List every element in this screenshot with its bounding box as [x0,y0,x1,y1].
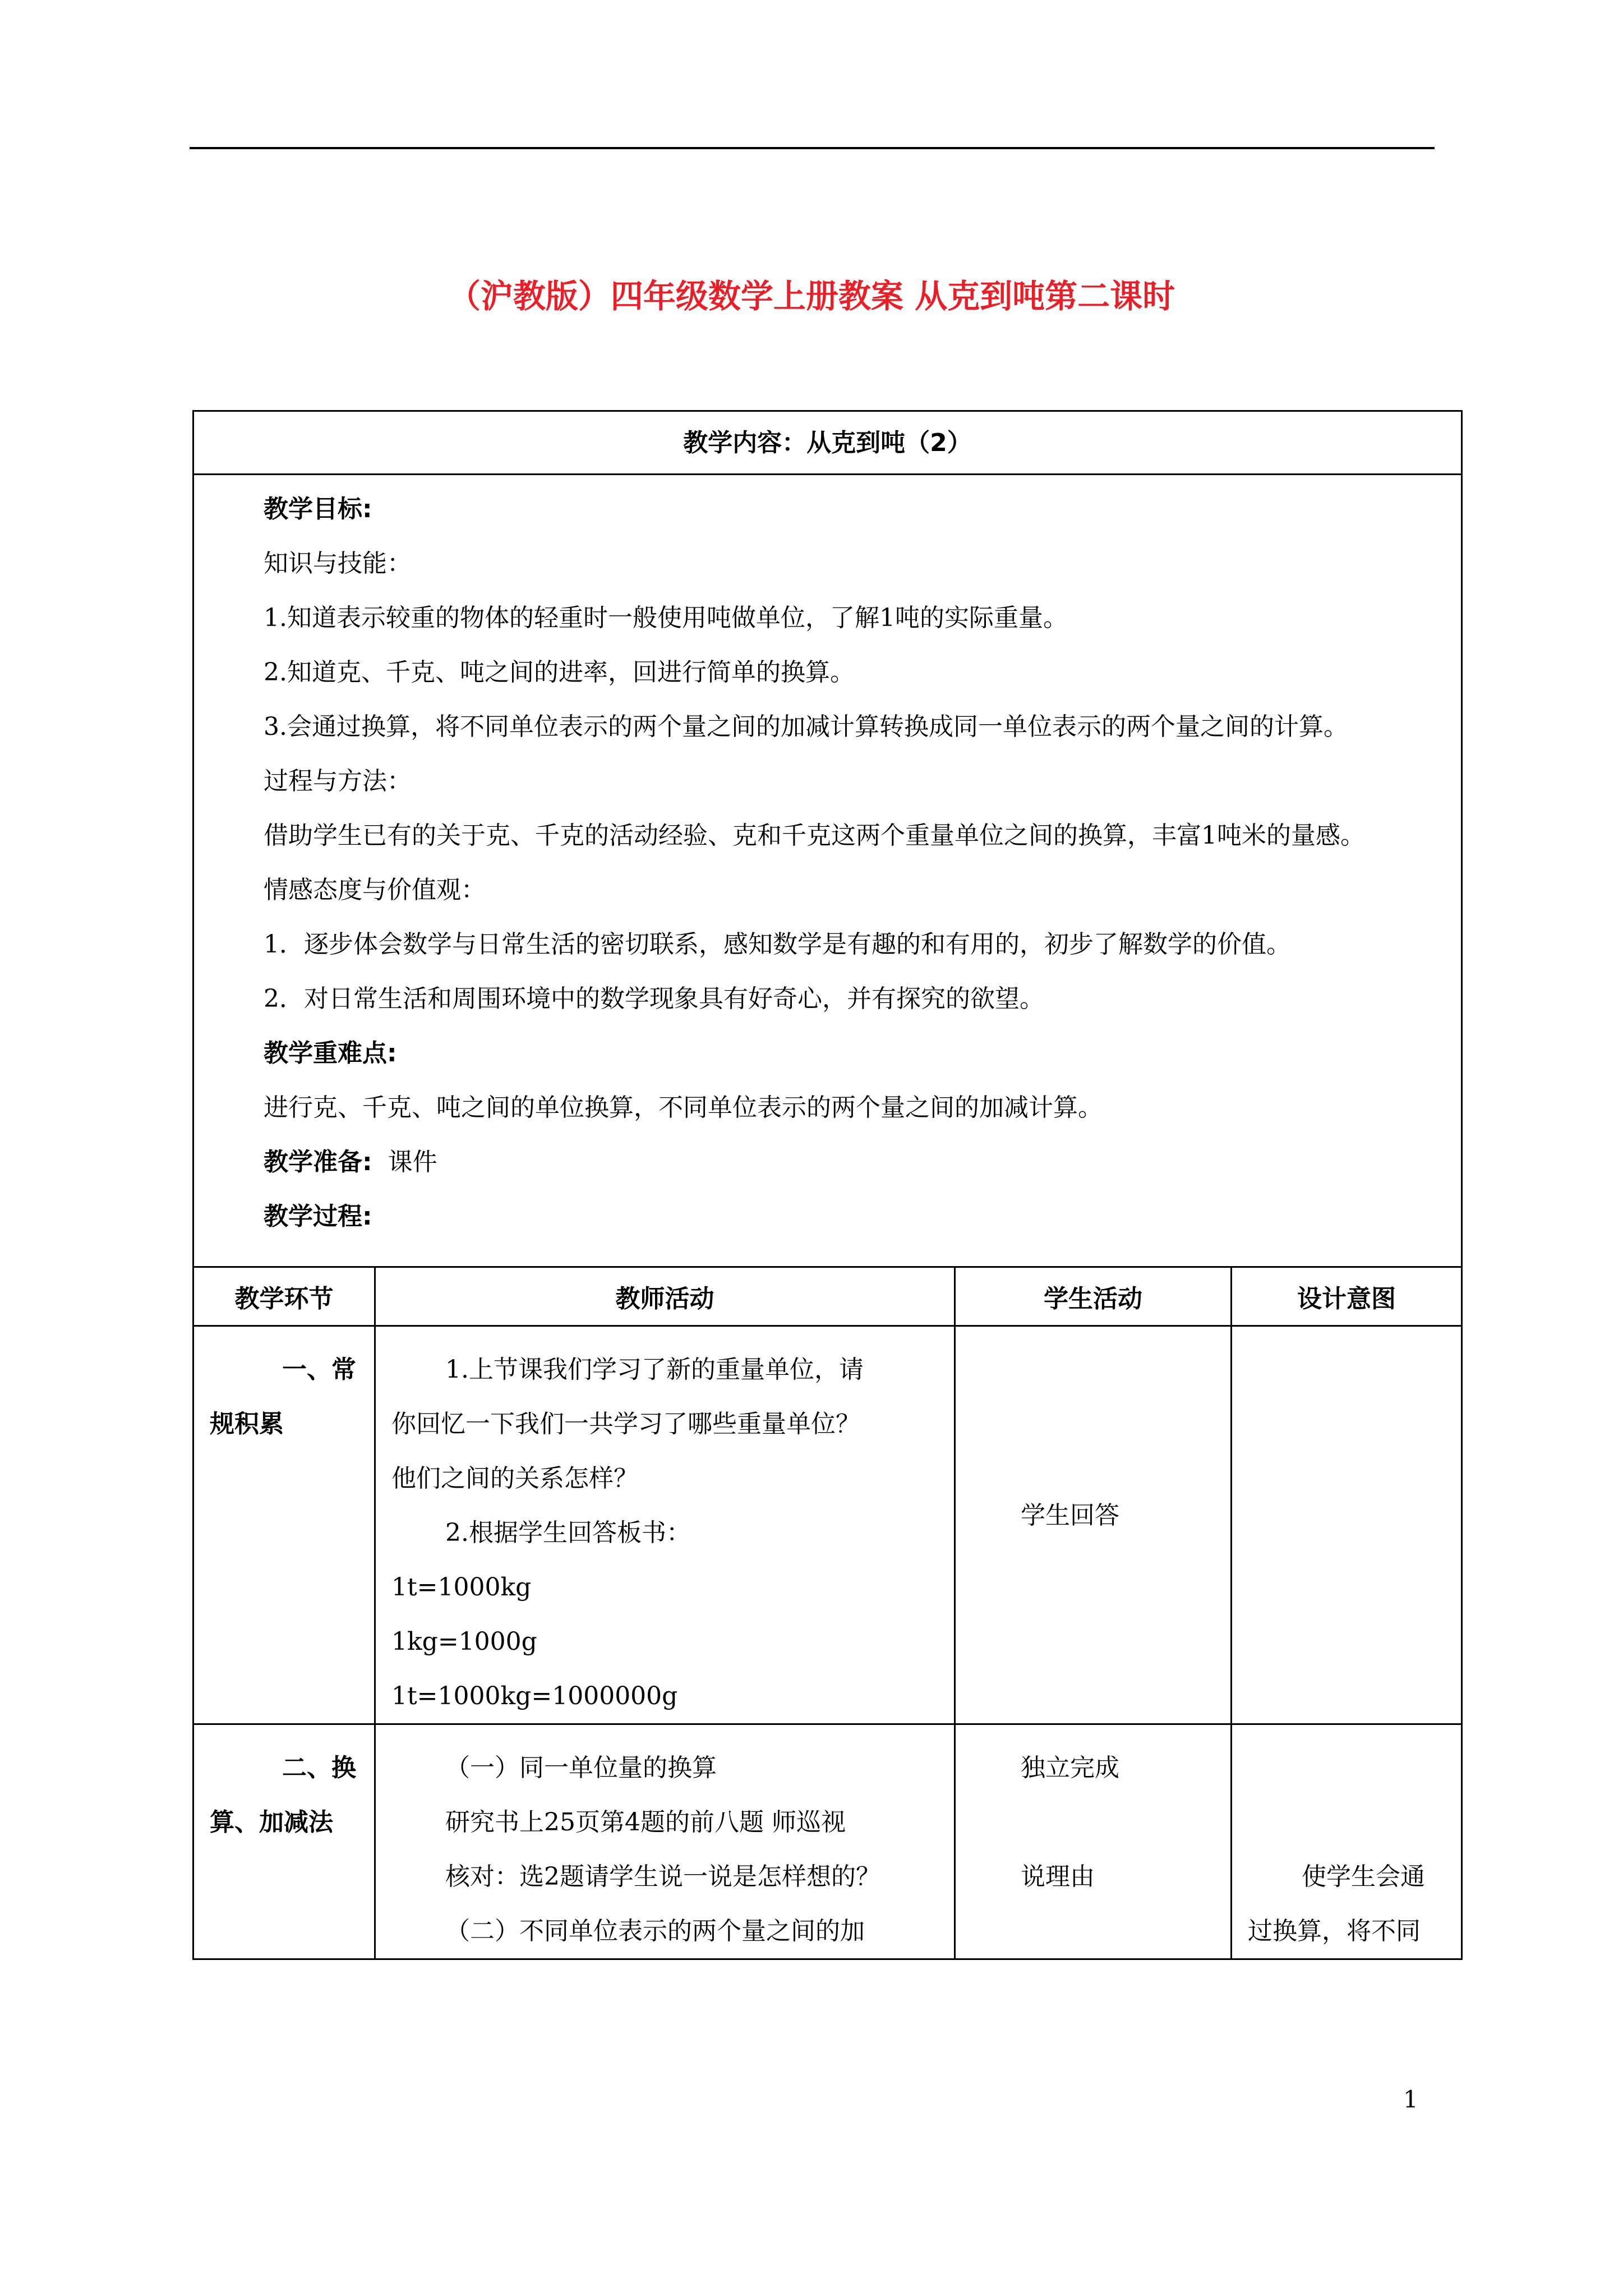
preparation-text: 课件 [388,1148,437,1176]
lesson-overview [193,475,1462,1267]
teacher-line: 研究书上25页第4题的前八题 师巡视 [445,1808,846,1837]
student-line [1021,1795,1219,1849]
teacher-line: 1kg=1000g [391,1627,537,1656]
process-heading: 教学过程: [264,1202,372,1231]
teacher-line: 你回忆一下我们一共学习了哪些重量单位？ [391,1410,860,1438]
process-method-heading: 过程与方法： [264,767,412,795]
stage-label-line-2: 规积累 [210,1410,284,1438]
stage-label-line-2: 算、加减法 [210,1808,333,1837]
teacher-line: 他们之间的关系怎样？ [391,1464,638,1493]
document-title: （沪教版）四年级数学上册教案 从克到吨第二课时 [448,277,1175,315]
teacher-line: （一）同一单位量的换算 [445,1754,717,1782]
lesson-plan-table [192,410,1463,1960]
stage-cell [193,1724,375,1959]
table-row [193,1326,1462,1724]
knowledge-heading: 知识与技能： [264,549,412,578]
student-line: 说理由 [1021,1862,1095,1891]
emotion-item-1: 1．逐步体会数学与日常生活的密切联系，感知数学是有趣的和有用的，初步了解数学的价值。 [264,930,1291,959]
teacher-line: 1.上节课我们学习了新的重量单位，请 [445,1355,864,1384]
stage-cell [193,1326,375,1724]
knowledge-item-2: 2.知道克、千克、吨之间的进率，回进行简单的换算。 [264,658,855,687]
column-header-design: 设计意图 [1232,1267,1462,1326]
column-header-teacher: 教师活动 [375,1267,955,1326]
teacher-line: （二）不同单位表示的两个量之间的加 [445,1917,865,1945]
design-intent-cell [1232,1326,1462,1724]
header-rule [190,147,1435,149]
knowledge-item-3: 3.会通过换算，将不同单位表示的两个量之间的加减计算转换成同一单位表示的两个量之间的计算。 [264,712,1348,741]
teacher-line: 2.根据学生回答板书： [445,1519,691,1547]
teacher-line: 核对：选2题请学生说一说是怎样想的？ [445,1862,880,1891]
knowledge-item-1: 1.知道表示较重的物体的轻重时一般使用吨做单位，了解1吨的实际重量。 [264,604,1068,632]
column-header-stage: 教学环节 [193,1267,375,1326]
student-line: 学生回答 [1021,1501,1119,1530]
key-points-heading: 教学重难点: [264,1039,397,1068]
stage-label-line-1: 一、常 [282,1355,356,1384]
student-line: 独立完成 [1021,1754,1119,1782]
design-intent-cell [1232,1724,1462,1959]
table-header: 教学内容：从克到吨（2） [193,411,1462,475]
emotion-item-2: 2．对日常生活和周围环境中的数学现象具有好奇心，并有探究的欲望。 [264,984,1044,1013]
table-row [193,1724,1462,1959]
column-header-student: 学生活动 [955,1267,1232,1326]
preparation-line [210,1135,1446,1189]
student-activity-cell [955,1724,1232,1959]
design-line [1248,1795,1450,1849]
stage-label-line-1: 二、换 [282,1754,356,1782]
emotion-heading: 情感态度与价值观： [264,876,486,904]
teacher-activity-cell [375,1326,955,1724]
process-method-item: 借助学生已有的关于克、千克的活动经验、克和千克这两个重量单位之间的换算，丰富1吨米的量感。 [264,821,1365,850]
objectives-heading: 教学目标: [264,495,372,523]
design-line: 使学生会通 [1302,1862,1425,1891]
teacher-line: 1t=1000kg [391,1573,532,1602]
teacher-activity-cell [375,1724,955,1959]
key-points-text: 进行克、千克、吨之间的单位换算，不同单位表示的两个量之间的加减计算。 [264,1093,1103,1122]
student-activity-cell [955,1326,1232,1724]
preparation-heading: 教学准备: [264,1148,372,1176]
design-line: 过换算，将不同 [1248,1917,1421,1945]
page-number: 1 [1403,2086,1418,2113]
design-line [1248,1741,1450,1795]
teacher-line: 1t=1000kg=1000000g [391,1682,678,1710]
